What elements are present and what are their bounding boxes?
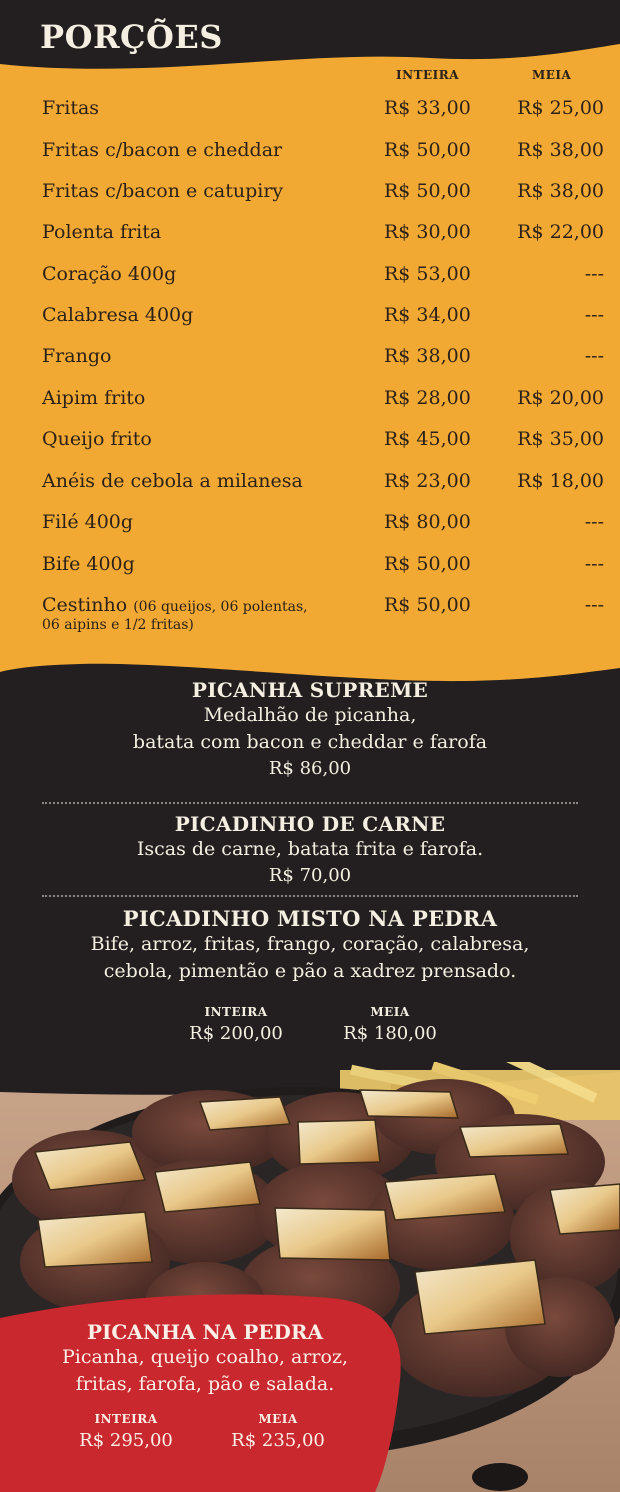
item-price-meia: R$ 35,00 — [517, 428, 604, 450]
item-price-meia: R$ 38,00 — [517, 139, 604, 161]
menu-item — [42, 387, 604, 427]
item-name: Bife 400g — [42, 553, 135, 575]
item-name: Fritas c/bacon e catupiry — [42, 180, 284, 202]
price-meia — [222, 1412, 334, 1451]
picanha-pedra — [0, 1320, 410, 1398]
item-price-meia: R$ 25,00 — [517, 97, 604, 119]
menu-item — [42, 553, 604, 593]
item-name: Filé 400g — [42, 511, 134, 533]
price-label: MEIA — [258, 1412, 298, 1426]
picadinho-misto — [0, 906, 620, 985]
price-meia — [334, 1005, 446, 1044]
dotted-divider — [42, 895, 578, 897]
price-value: R$ 295,00 — [79, 1430, 173, 1451]
dish-title: PICADINHO DE CARNE — [174, 812, 446, 836]
item-price-meia: --- — [584, 263, 604, 285]
item-name: Calabresa 400g — [42, 304, 194, 326]
item-name: Queijo frito — [42, 428, 152, 450]
item-note: 06 aipins e 1/2 fritas) — [42, 617, 194, 633]
menu-item — [42, 97, 604, 137]
item-price-inteira: R$ 38,00 — [384, 345, 471, 367]
item-price-meia: R$ 18,00 — [517, 470, 604, 492]
dish-description: Picanha, queijo coalho, arroz, — [61, 1346, 349, 1368]
menu-item — [42, 345, 604, 385]
menu-item — [42, 511, 604, 551]
item-name: Frango — [42, 345, 112, 367]
item-price-inteira: R$ 50,00 — [384, 180, 471, 202]
dish-description: fritas, farofa, pão e salada. — [75, 1373, 335, 1395]
column-header-meia: MEIA — [532, 68, 572, 82]
picanha-supreme — [0, 678, 620, 779]
item-note: (06 queijos, 06 polentas, — [133, 599, 308, 615]
item-name: Coração 400g — [42, 263, 177, 285]
dish-description: Medalhão de picanha, — [203, 704, 417, 726]
item-name: Polenta frita — [42, 221, 162, 243]
price-label: INTEIRA — [204, 1005, 268, 1019]
item-price-meia: --- — [584, 594, 604, 616]
item-name: Aipim frito — [42, 387, 146, 409]
item-name: Anéis de cebola a milanesa — [42, 470, 303, 492]
price-label: INTEIRA — [94, 1412, 158, 1426]
menu-item — [42, 180, 604, 220]
item-price-meia: --- — [584, 345, 604, 367]
price-inteira — [70, 1412, 182, 1451]
picadinho-carne — [0, 812, 620, 886]
item-price-inteira: R$ 23,00 — [384, 470, 471, 492]
dish-price: R$ 86,00 — [268, 758, 352, 779]
price-inteira — [180, 1005, 292, 1044]
price-label: MEIA — [370, 1005, 410, 1019]
item-price-meia: R$ 20,00 — [517, 387, 604, 409]
dish-title: PICADINHO MISTO NA PEDRA — [122, 906, 498, 931]
item-name-cestinho — [42, 594, 308, 633]
section-title: PORÇÕES — [40, 18, 223, 56]
item-name: Fritas — [42, 97, 100, 119]
item-price-inteira: R$ 80,00 — [384, 511, 471, 533]
item-price-meia: R$ 22,00 — [517, 221, 604, 243]
dish-price: R$ 70,00 — [268, 865, 352, 886]
menu-item — [42, 470, 604, 510]
item-name: Fritas c/bacon e cheddar — [42, 139, 283, 161]
item-name: Cestinho — [42, 594, 128, 616]
dish-description: cebola, pimentão e pão a xadrez prensado. — [103, 960, 517, 982]
menu-item — [42, 594, 604, 644]
column-header-inteira: INTEIRA — [396, 68, 460, 82]
dotted-divider — [42, 802, 578, 804]
item-price-inteira: R$ 50,00 — [384, 553, 471, 575]
item-price-meia: --- — [584, 304, 604, 326]
dish-title: PICANHA NA PEDRA — [86, 1320, 323, 1344]
item-price-inteira: R$ 30,00 — [384, 221, 471, 243]
item-price-meia: --- — [584, 553, 604, 575]
dish-description: batata com bacon e cheddar e farofa — [132, 731, 488, 753]
price-value: R$ 235,00 — [231, 1430, 325, 1451]
item-price-meia: --- — [584, 511, 604, 533]
item-price-inteira: R$ 34,00 — [384, 304, 471, 326]
item-price-inteira: R$ 33,00 — [384, 97, 471, 119]
item-price-meia: R$ 38,00 — [517, 180, 604, 202]
menu-item — [42, 428, 604, 468]
menu-item — [42, 304, 604, 344]
price-value: R$ 180,00 — [343, 1023, 437, 1044]
menu-item — [42, 221, 604, 261]
menu-item — [42, 139, 604, 179]
item-price-inteira: R$ 50,00 — [384, 139, 471, 161]
price-value: R$ 200,00 — [189, 1023, 283, 1044]
item-price-inteira: R$ 53,00 — [384, 263, 471, 285]
item-price-inteira: R$ 45,00 — [384, 428, 471, 450]
menu-item — [42, 263, 604, 303]
dish-description: Iscas de carne, batata frita e farofa. — [136, 838, 484, 860]
dish-title: PICANHA SUPREME — [191, 678, 429, 702]
item-price-inteira: R$ 50,00 — [384, 594, 471, 616]
dish-description: Bife, arroz, fritas, frango, coração, calabresa, — [90, 933, 530, 955]
item-price-inteira: R$ 28,00 — [384, 387, 471, 409]
